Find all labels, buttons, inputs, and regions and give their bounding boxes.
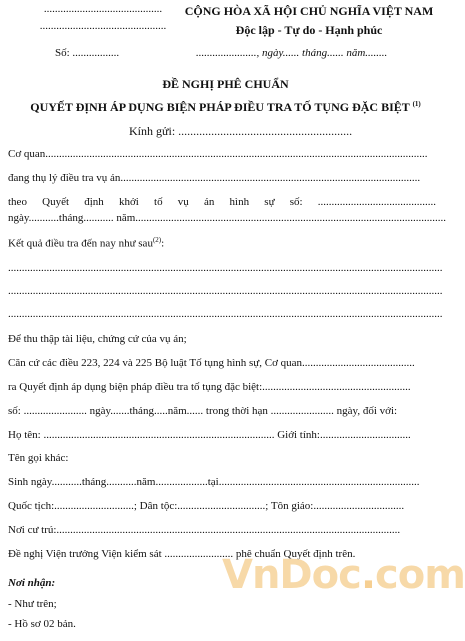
footnote-2: (2) bbox=[152, 236, 162, 244]
recipient-item-1: - Như trên; bbox=[8, 598, 57, 610]
number-term-line: số: ....................... ngày.......tháng.....năm...... trong thời hạn ....................... ngày, đối với: bbox=[8, 405, 398, 417]
birth-line: Sinh ngày...........tháng...........năm...................tại......................................................................... bbox=[8, 476, 420, 488]
document-subtitle: QUYẾT ĐỊNH ÁP DỤNG BIỆN PHÁP ĐIỀU TRA TỐ TỤNG ĐẶC BIỆT $^{(1)}$ bbox=[30, 100, 421, 114]
result-dots-1: .............................................................................................................................................................. bbox=[8, 262, 443, 274]
agency-line: Cơ quan........................................................................................................................................... bbox=[8, 148, 428, 160]
name-gender-line: Họ tên: .................................................................................... Giới tính:................................. bbox=[8, 429, 411, 441]
result-dots-3: .............................................................................................................................................................. bbox=[8, 308, 443, 320]
legal-basis-line: Căn cứ các điều 223, 224 và 225 Bộ luật Tố tụng hình sự, Cơ quan......................................... bbox=[8, 357, 415, 369]
vndoc-watermark-logo: VnDoc.com bbox=[222, 552, 465, 598]
purpose-line: Để thu thập tài liệu, chứng cứ của vụ án; bbox=[8, 333, 187, 345]
national-motto: Độc lập - Tự do - Hạnh phúc bbox=[235, 23, 383, 37]
agency-name-blank: ........................................... bbox=[43, 3, 163, 15]
investigation-result-label: Kết quả điều tra đến nay như sau$^{(2)}$: bbox=[8, 236, 165, 250]
document-title: ĐỀ NGHỊ PHÊ CHUẨN bbox=[162, 77, 289, 91]
agency-subname-blank: .............................................. bbox=[39, 20, 167, 32]
residence-line: Nơi cư trú:............................................................................................................................. bbox=[8, 524, 401, 536]
measure-decision-line: ra Quyết định áp dụng biện pháp điều tra tố tụng đặc biệt:...................................................... bbox=[8, 381, 411, 393]
country-name: CỘNG HÒA XÃ HỘI CHỦ NGHĨA VIỆT NAM bbox=[184, 4, 434, 18]
footnote-1: (1) bbox=[412, 100, 421, 108]
document-number: Số: ................. bbox=[55, 47, 120, 59]
recipients-heading: Nơi nhận: bbox=[8, 577, 56, 589]
nationality-line: Quốc tịch:.............................; Dân tộc:................................; Tôn giáo:................................. bbox=[8, 500, 405, 512]
recipient-item-2: - Hồ sơ 02 bản. bbox=[8, 618, 76, 630]
recipient-line: Kính gửi: .......................................................... bbox=[129, 124, 353, 138]
decision-date-line: ngày...........tháng........... năm................................................................................................................. bbox=[8, 212, 447, 224]
decision-line: theo Quyết định khởi tố vụ án hình sự số: ........................................... bbox=[8, 196, 436, 208]
case-handling-line: đang thụ lý điều tra vụ án............................................................................................................. bbox=[8, 172, 421, 184]
alias-line: Tên gọi khác: bbox=[8, 452, 69, 464]
place-date-line: ......................, ngày...... tháng...... năm........ bbox=[196, 47, 388, 59]
request-line: Đề nghị Viện trưởng Viện kiểm sát ......................... phê chuẩn Quyết định trên. bbox=[8, 548, 356, 560]
result-dots-2: .............................................................................................................................................................. bbox=[8, 285, 443, 297]
